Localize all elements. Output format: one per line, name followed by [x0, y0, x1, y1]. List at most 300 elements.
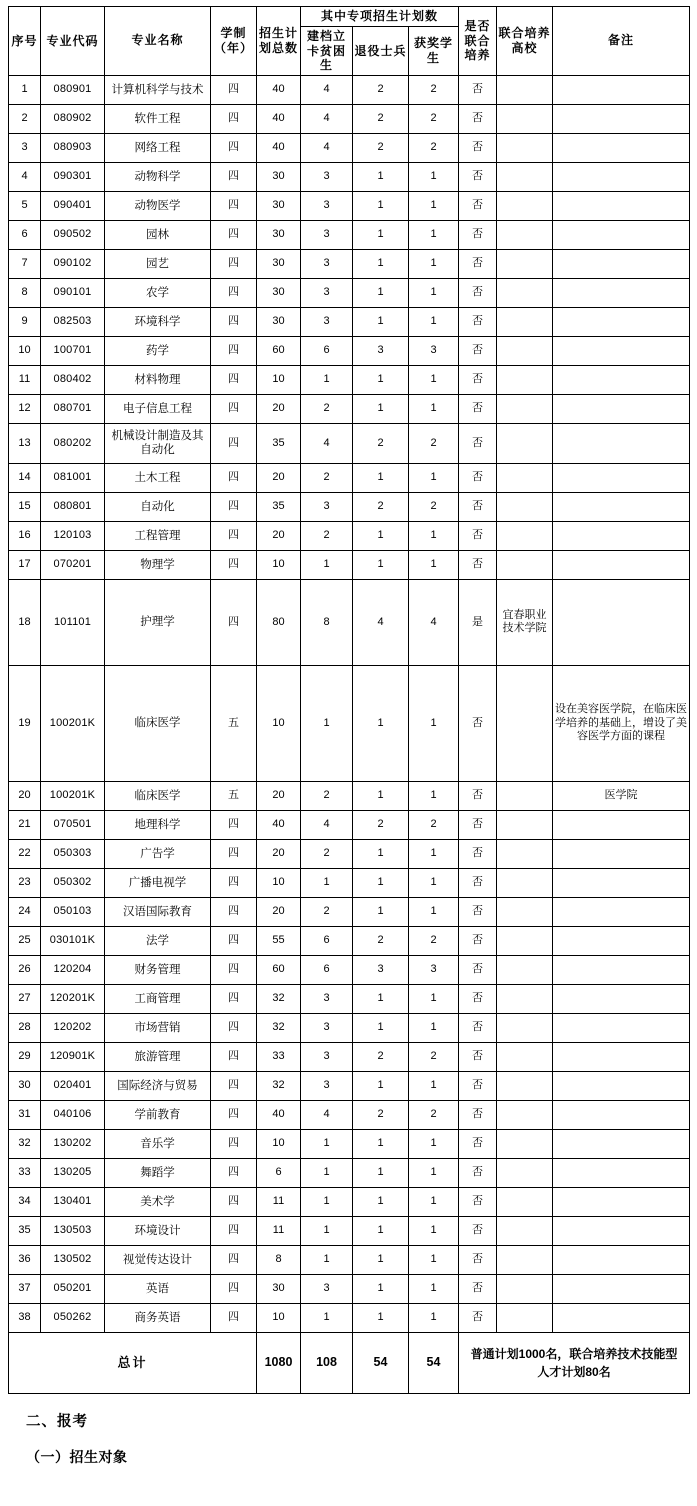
- cell-remark: [553, 1158, 690, 1187]
- cell-remark: [553, 550, 690, 579]
- cell-remark: [553, 521, 690, 550]
- cell-total: 30: [257, 249, 301, 278]
- cell-remark: [553, 220, 690, 249]
- cell-major-name: 商务英语: [105, 1303, 211, 1332]
- cell-index: 33: [9, 1158, 41, 1187]
- cell-index: 24: [9, 897, 41, 926]
- header-joint: [459, 7, 497, 76]
- cell-code: 070501: [41, 810, 105, 839]
- table-row: [9, 278, 690, 307]
- cell-joint-school: [497, 984, 553, 1013]
- cell-remark: 医学院: [553, 781, 690, 810]
- table-row: [9, 220, 690, 249]
- cell-poor: 1: [301, 1303, 353, 1332]
- cell-code: 090401: [41, 191, 105, 220]
- cell-index: 19: [9, 665, 41, 781]
- cell-code: 080902: [41, 104, 105, 133]
- cell-index: 31: [9, 1100, 41, 1129]
- cell-total: 40: [257, 133, 301, 162]
- cell-index: 8: [9, 278, 41, 307]
- table-row: [9, 423, 690, 463]
- cell-poor: 2: [301, 781, 353, 810]
- cell-years: 四: [211, 423, 257, 463]
- cell-joint-school: [497, 868, 553, 897]
- cell-joint: 否: [459, 781, 497, 810]
- cell-joint-school: [497, 897, 553, 926]
- cell-poor: 2: [301, 839, 353, 868]
- cell-years: 四: [211, 191, 257, 220]
- cell-joint: 否: [459, 1274, 497, 1303]
- table-row: [9, 1042, 690, 1071]
- cell-total: 32: [257, 984, 301, 1013]
- cell-poor: 4: [301, 1100, 353, 1129]
- cell-award: 1: [409, 307, 459, 336]
- cell-joint: 否: [459, 249, 497, 278]
- cell-years: 五: [211, 781, 257, 810]
- cell-total: 60: [257, 336, 301, 365]
- header-total-text: 招生计划总数: [258, 26, 298, 55]
- cell-years: 四: [211, 550, 257, 579]
- cell-joint: 否: [459, 897, 497, 926]
- cell-total: 11: [257, 1216, 301, 1245]
- cell-major-name: 财务管理: [105, 955, 211, 984]
- header-award-text: 获奖学生: [414, 36, 454, 65]
- cell-remark: [553, 1274, 690, 1303]
- cell-joint-school: [497, 492, 553, 521]
- cell-award: 2: [409, 1100, 459, 1129]
- cell-joint-school: [497, 1274, 553, 1303]
- cell-total: 20: [257, 897, 301, 926]
- cell-code: 020401: [41, 1071, 105, 1100]
- cell-major-name: 英语: [105, 1274, 211, 1303]
- cell-index: 7: [9, 249, 41, 278]
- cell-award: 1: [409, 278, 459, 307]
- cell-index: 30: [9, 1071, 41, 1100]
- cell-remark: [553, 1129, 690, 1158]
- cell-poor: 2: [301, 521, 353, 550]
- cell-total: 35: [257, 423, 301, 463]
- cell-remark: [553, 1303, 690, 1332]
- cell-poor: 4: [301, 104, 353, 133]
- cell-soldier: 1: [353, 1158, 409, 1187]
- header-total: [257, 7, 301, 76]
- cell-major-name: 环境科学: [105, 307, 211, 336]
- cell-years: 四: [211, 104, 257, 133]
- cell-index: 36: [9, 1245, 41, 1274]
- cell-total: 40: [257, 810, 301, 839]
- cell-soldier: 1: [353, 868, 409, 897]
- cell-total: 60: [257, 955, 301, 984]
- cell-soldier: 2: [353, 133, 409, 162]
- cell-code: 080801: [41, 492, 105, 521]
- cell-remark: [553, 1042, 690, 1071]
- cell-soldier: 1: [353, 1071, 409, 1100]
- cell-award: 1: [409, 897, 459, 926]
- cell-joint: 是: [459, 579, 497, 665]
- table-row: [9, 394, 690, 423]
- cell-soldier: 1: [353, 249, 409, 278]
- table-row: [9, 191, 690, 220]
- total-soldier: 54: [353, 1332, 409, 1393]
- header-row-top: [9, 7, 690, 27]
- cell-soldier: 3: [353, 955, 409, 984]
- cell-total: 11: [257, 1187, 301, 1216]
- table-row: [9, 665, 690, 781]
- cell-remark: [553, 463, 690, 492]
- cell-major-name: 物理学: [105, 550, 211, 579]
- cell-code: 130502: [41, 1245, 105, 1274]
- table-row: [9, 307, 690, 336]
- header-poor-text: 建档立卡贫困生: [306, 29, 346, 73]
- cell-joint-school: [497, 550, 553, 579]
- cell-soldier: 1: [353, 665, 409, 781]
- cell-major-name: 网络工程: [105, 133, 211, 162]
- cell-remark: [553, 423, 690, 463]
- cell-joint: 否: [459, 336, 497, 365]
- cell-code: 080901: [41, 75, 105, 104]
- cell-award: 1: [409, 868, 459, 897]
- cell-award: 1: [409, 463, 459, 492]
- cell-soldier: 2: [353, 1042, 409, 1071]
- header-award: [409, 27, 459, 76]
- table-row: [9, 1013, 690, 1042]
- cell-code: 090101: [41, 278, 105, 307]
- cell-total: 10: [257, 550, 301, 579]
- table-row: [9, 897, 690, 926]
- cell-soldier: 1: [353, 1013, 409, 1042]
- cell-code: 101101: [41, 579, 105, 665]
- table-row: [9, 550, 690, 579]
- cell-joint-school: [497, 955, 553, 984]
- cell-poor: 3: [301, 191, 353, 220]
- cell-remark: [553, 133, 690, 162]
- cell-total: 10: [257, 365, 301, 394]
- cell-years: 四: [211, 839, 257, 868]
- cell-soldier: 1: [353, 220, 409, 249]
- cell-total: 30: [257, 162, 301, 191]
- table-row: [9, 579, 690, 665]
- cell-years: 四: [211, 220, 257, 249]
- table-row: [9, 162, 690, 191]
- cell-soldier: 1: [353, 463, 409, 492]
- cell-total: 33: [257, 1042, 301, 1071]
- cell-joint-school: [497, 1129, 553, 1158]
- cell-remark: [553, 249, 690, 278]
- table-row: [9, 75, 690, 104]
- cell-years: 四: [211, 1042, 257, 1071]
- cell-joint: 否: [459, 926, 497, 955]
- cell-years: 四: [211, 1100, 257, 1129]
- cell-poor: 6: [301, 336, 353, 365]
- cell-index: 25: [9, 926, 41, 955]
- cell-remark: [553, 868, 690, 897]
- cell-poor: 3: [301, 307, 353, 336]
- cell-poor: 3: [301, 278, 353, 307]
- cell-total: 55: [257, 926, 301, 955]
- table-row: [9, 1245, 690, 1274]
- cell-poor: 4: [301, 810, 353, 839]
- cell-index: 14: [9, 463, 41, 492]
- cell-award: 1: [409, 839, 459, 868]
- table-row: [9, 336, 690, 365]
- cell-joint-school: [497, 1013, 553, 1042]
- cell-award: 2: [409, 133, 459, 162]
- cell-total: 30: [257, 191, 301, 220]
- cell-index: 6: [9, 220, 41, 249]
- cell-remark: [553, 984, 690, 1013]
- cell-remark: [553, 278, 690, 307]
- cell-joint: 否: [459, 1129, 497, 1158]
- cell-total: 10: [257, 665, 301, 781]
- cell-remark: [553, 307, 690, 336]
- cell-remark: [553, 365, 690, 394]
- section-heading: 二、报考: [26, 1413, 88, 1430]
- cell-major-name: 法学: [105, 926, 211, 955]
- cell-remark: 设在美容医学院，在临床医学培养的基础上，增设了美容医学方面的课程: [553, 665, 690, 781]
- cell-award: 1: [409, 1013, 459, 1042]
- cell-years: 四: [211, 1245, 257, 1274]
- cell-major-name: 园林: [105, 220, 211, 249]
- cell-soldier: 1: [353, 191, 409, 220]
- cell-poor: 2: [301, 463, 353, 492]
- cell-major-name: 土木工程: [105, 463, 211, 492]
- table-footer: [9, 1332, 690, 1393]
- cell-major-name: 电子信息工程: [105, 394, 211, 423]
- cell-total: 30: [257, 307, 301, 336]
- cell-soldier: 1: [353, 365, 409, 394]
- cell-total: 20: [257, 394, 301, 423]
- cell-remark: [553, 394, 690, 423]
- cell-years: 四: [211, 75, 257, 104]
- cell-remark: [553, 1187, 690, 1216]
- cell-total: 32: [257, 1071, 301, 1100]
- cell-total: 20: [257, 781, 301, 810]
- cell-award: 1: [409, 1303, 459, 1332]
- cell-award: 1: [409, 162, 459, 191]
- cell-joint: 否: [459, 75, 497, 104]
- header-special-group: [301, 7, 459, 27]
- cell-soldier: 1: [353, 550, 409, 579]
- cell-award: 2: [409, 104, 459, 133]
- table-row: [9, 810, 690, 839]
- header-years-text: 学制（年）: [213, 26, 253, 55]
- cell-major-name: 护理学: [105, 579, 211, 665]
- cell-soldier: 2: [353, 75, 409, 104]
- cell-index: 17: [9, 550, 41, 579]
- cell-major-name: 广告学: [105, 839, 211, 868]
- cell-poor: 1: [301, 665, 353, 781]
- cell-remark: [553, 104, 690, 133]
- cell-joint-school: [497, 365, 553, 394]
- cell-joint: 否: [459, 162, 497, 191]
- cell-award: 1: [409, 1158, 459, 1187]
- cell-total: 10: [257, 1129, 301, 1158]
- cell-poor: 1: [301, 1245, 353, 1274]
- cell-years: 四: [211, 492, 257, 521]
- header-joint-text: 是否联合培养: [464, 19, 491, 63]
- cell-code: 130202: [41, 1129, 105, 1158]
- table-row: [9, 1100, 690, 1129]
- table-row: [9, 249, 690, 278]
- cell-award: 2: [409, 926, 459, 955]
- cell-joint-school: [497, 1245, 553, 1274]
- cell-poor: 4: [301, 423, 353, 463]
- cell-award: 1: [409, 1245, 459, 1274]
- cell-poor: 3: [301, 1042, 353, 1071]
- header-name-text: 专业名称: [131, 33, 184, 48]
- cell-major-name: 农学: [105, 278, 211, 307]
- cell-soldier: 1: [353, 307, 409, 336]
- cell-soldier: 2: [353, 1100, 409, 1129]
- cell-award: 1: [409, 394, 459, 423]
- cell-award: 1: [409, 220, 459, 249]
- header-index-text: 序号: [11, 33, 38, 48]
- cell-total: 30: [257, 1274, 301, 1303]
- cell-total: 30: [257, 278, 301, 307]
- cell-index: 26: [9, 955, 41, 984]
- cell-index: 9: [9, 307, 41, 336]
- cell-code: 050103: [41, 897, 105, 926]
- cell-poor: 3: [301, 1071, 353, 1100]
- cell-soldier: 1: [353, 521, 409, 550]
- cell-joint-school: [497, 463, 553, 492]
- cell-remark: [553, 1013, 690, 1042]
- cell-poor: 4: [301, 133, 353, 162]
- cell-remark: [553, 191, 690, 220]
- cell-joint-school: [497, 394, 553, 423]
- cell-major-name: 国际经济与贸易: [105, 1071, 211, 1100]
- header-name: [105, 7, 211, 76]
- header-soldier-text: 退役士兵: [354, 43, 407, 58]
- cell-years: 四: [211, 868, 257, 897]
- header-special-group-text: 其中专项招生计划数: [321, 9, 439, 23]
- cell-soldier: 1: [353, 897, 409, 926]
- cell-joint: 否: [459, 1158, 497, 1187]
- cell-remark: [553, 1100, 690, 1129]
- cell-remark: [553, 839, 690, 868]
- cell-code: 080701: [41, 394, 105, 423]
- cell-years: 四: [211, 162, 257, 191]
- cell-major-name: 园艺: [105, 249, 211, 278]
- cell-poor: 3: [301, 492, 353, 521]
- cell-joint-school: [497, 1042, 553, 1071]
- cell-soldier: 4: [353, 579, 409, 665]
- cell-soldier: 1: [353, 1187, 409, 1216]
- cell-major-name: 材料物理: [105, 365, 211, 394]
- total-poor: 108: [301, 1332, 353, 1393]
- cell-years: 四: [211, 1013, 257, 1042]
- cell-index: 22: [9, 839, 41, 868]
- cell-code: 120103: [41, 521, 105, 550]
- cell-poor: 4: [301, 75, 353, 104]
- cell-soldier: 1: [353, 1274, 409, 1303]
- cell-code: 100201K: [41, 781, 105, 810]
- total-award: 54: [409, 1332, 459, 1393]
- cell-index: 35: [9, 1216, 41, 1245]
- cell-years: 四: [211, 1303, 257, 1332]
- cell-remark: [553, 1245, 690, 1274]
- cell-soldier: 1: [353, 1303, 409, 1332]
- cell-index: 20: [9, 781, 41, 810]
- cell-soldier: 2: [353, 104, 409, 133]
- table-row: [9, 1274, 690, 1303]
- cell-major-name: 市场营销: [105, 1013, 211, 1042]
- table-header: [9, 7, 690, 76]
- cell-major-name: 环境设计: [105, 1216, 211, 1245]
- cell-joint: 否: [459, 1013, 497, 1042]
- cell-index: 18: [9, 579, 41, 665]
- cell-major-name: 美术学: [105, 1187, 211, 1216]
- cell-joint-school: [497, 75, 553, 104]
- cell-joint-school: [497, 1216, 553, 1245]
- cell-code: 090301: [41, 162, 105, 191]
- cell-index: 4: [9, 162, 41, 191]
- table-row: [9, 1158, 690, 1187]
- cell-joint: 否: [459, 278, 497, 307]
- cell-poor: 1: [301, 1187, 353, 1216]
- table-row: [9, 1071, 690, 1100]
- cell-poor: 3: [301, 220, 353, 249]
- cell-index: 27: [9, 984, 41, 1013]
- cell-total: 20: [257, 463, 301, 492]
- table-row: [9, 839, 690, 868]
- cell-joint: 否: [459, 521, 497, 550]
- table-row: [9, 781, 690, 810]
- header-poor: [301, 27, 353, 76]
- cell-joint-school: [497, 191, 553, 220]
- cell-soldier: 1: [353, 1216, 409, 1245]
- table-row: [9, 1187, 690, 1216]
- cell-poor: 6: [301, 926, 353, 955]
- header-school: [497, 7, 553, 76]
- cell-joint: 否: [459, 1100, 497, 1129]
- cell-code: 050303: [41, 839, 105, 868]
- cell-joint-school: [497, 1100, 553, 1129]
- cell-total: 40: [257, 75, 301, 104]
- cell-joint: 否: [459, 492, 497, 521]
- cell-major-name: 工程管理: [105, 521, 211, 550]
- cell-poor: 1: [301, 1216, 353, 1245]
- table-row: [9, 492, 690, 521]
- cell-total: 35: [257, 492, 301, 521]
- cell-years: 四: [211, 521, 257, 550]
- cell-code: 090102: [41, 249, 105, 278]
- cell-joint: 否: [459, 1245, 497, 1274]
- cell-code: 120204: [41, 955, 105, 984]
- cell-total: 40: [257, 104, 301, 133]
- table-row: [9, 1129, 690, 1158]
- section-subheading: （一）招生对象: [26, 1448, 128, 1465]
- cell-joint: 否: [459, 550, 497, 579]
- cell-award: 4: [409, 579, 459, 665]
- cell-soldier: 1: [353, 278, 409, 307]
- cell-remark: [553, 75, 690, 104]
- cell-poor: 3: [301, 162, 353, 191]
- cell-code: 080202: [41, 423, 105, 463]
- cell-soldier: 1: [353, 1129, 409, 1158]
- cell-remark: [553, 492, 690, 521]
- cell-poor: 1: [301, 550, 353, 579]
- cell-years: 四: [211, 365, 257, 394]
- cell-index: 21: [9, 810, 41, 839]
- cell-remark: [553, 336, 690, 365]
- cell-remark: [553, 162, 690, 191]
- cell-index: 10: [9, 336, 41, 365]
- table-row: [9, 521, 690, 550]
- table-row: [9, 868, 690, 897]
- cell-joint-school: [497, 1158, 553, 1187]
- cell-award: 1: [409, 781, 459, 810]
